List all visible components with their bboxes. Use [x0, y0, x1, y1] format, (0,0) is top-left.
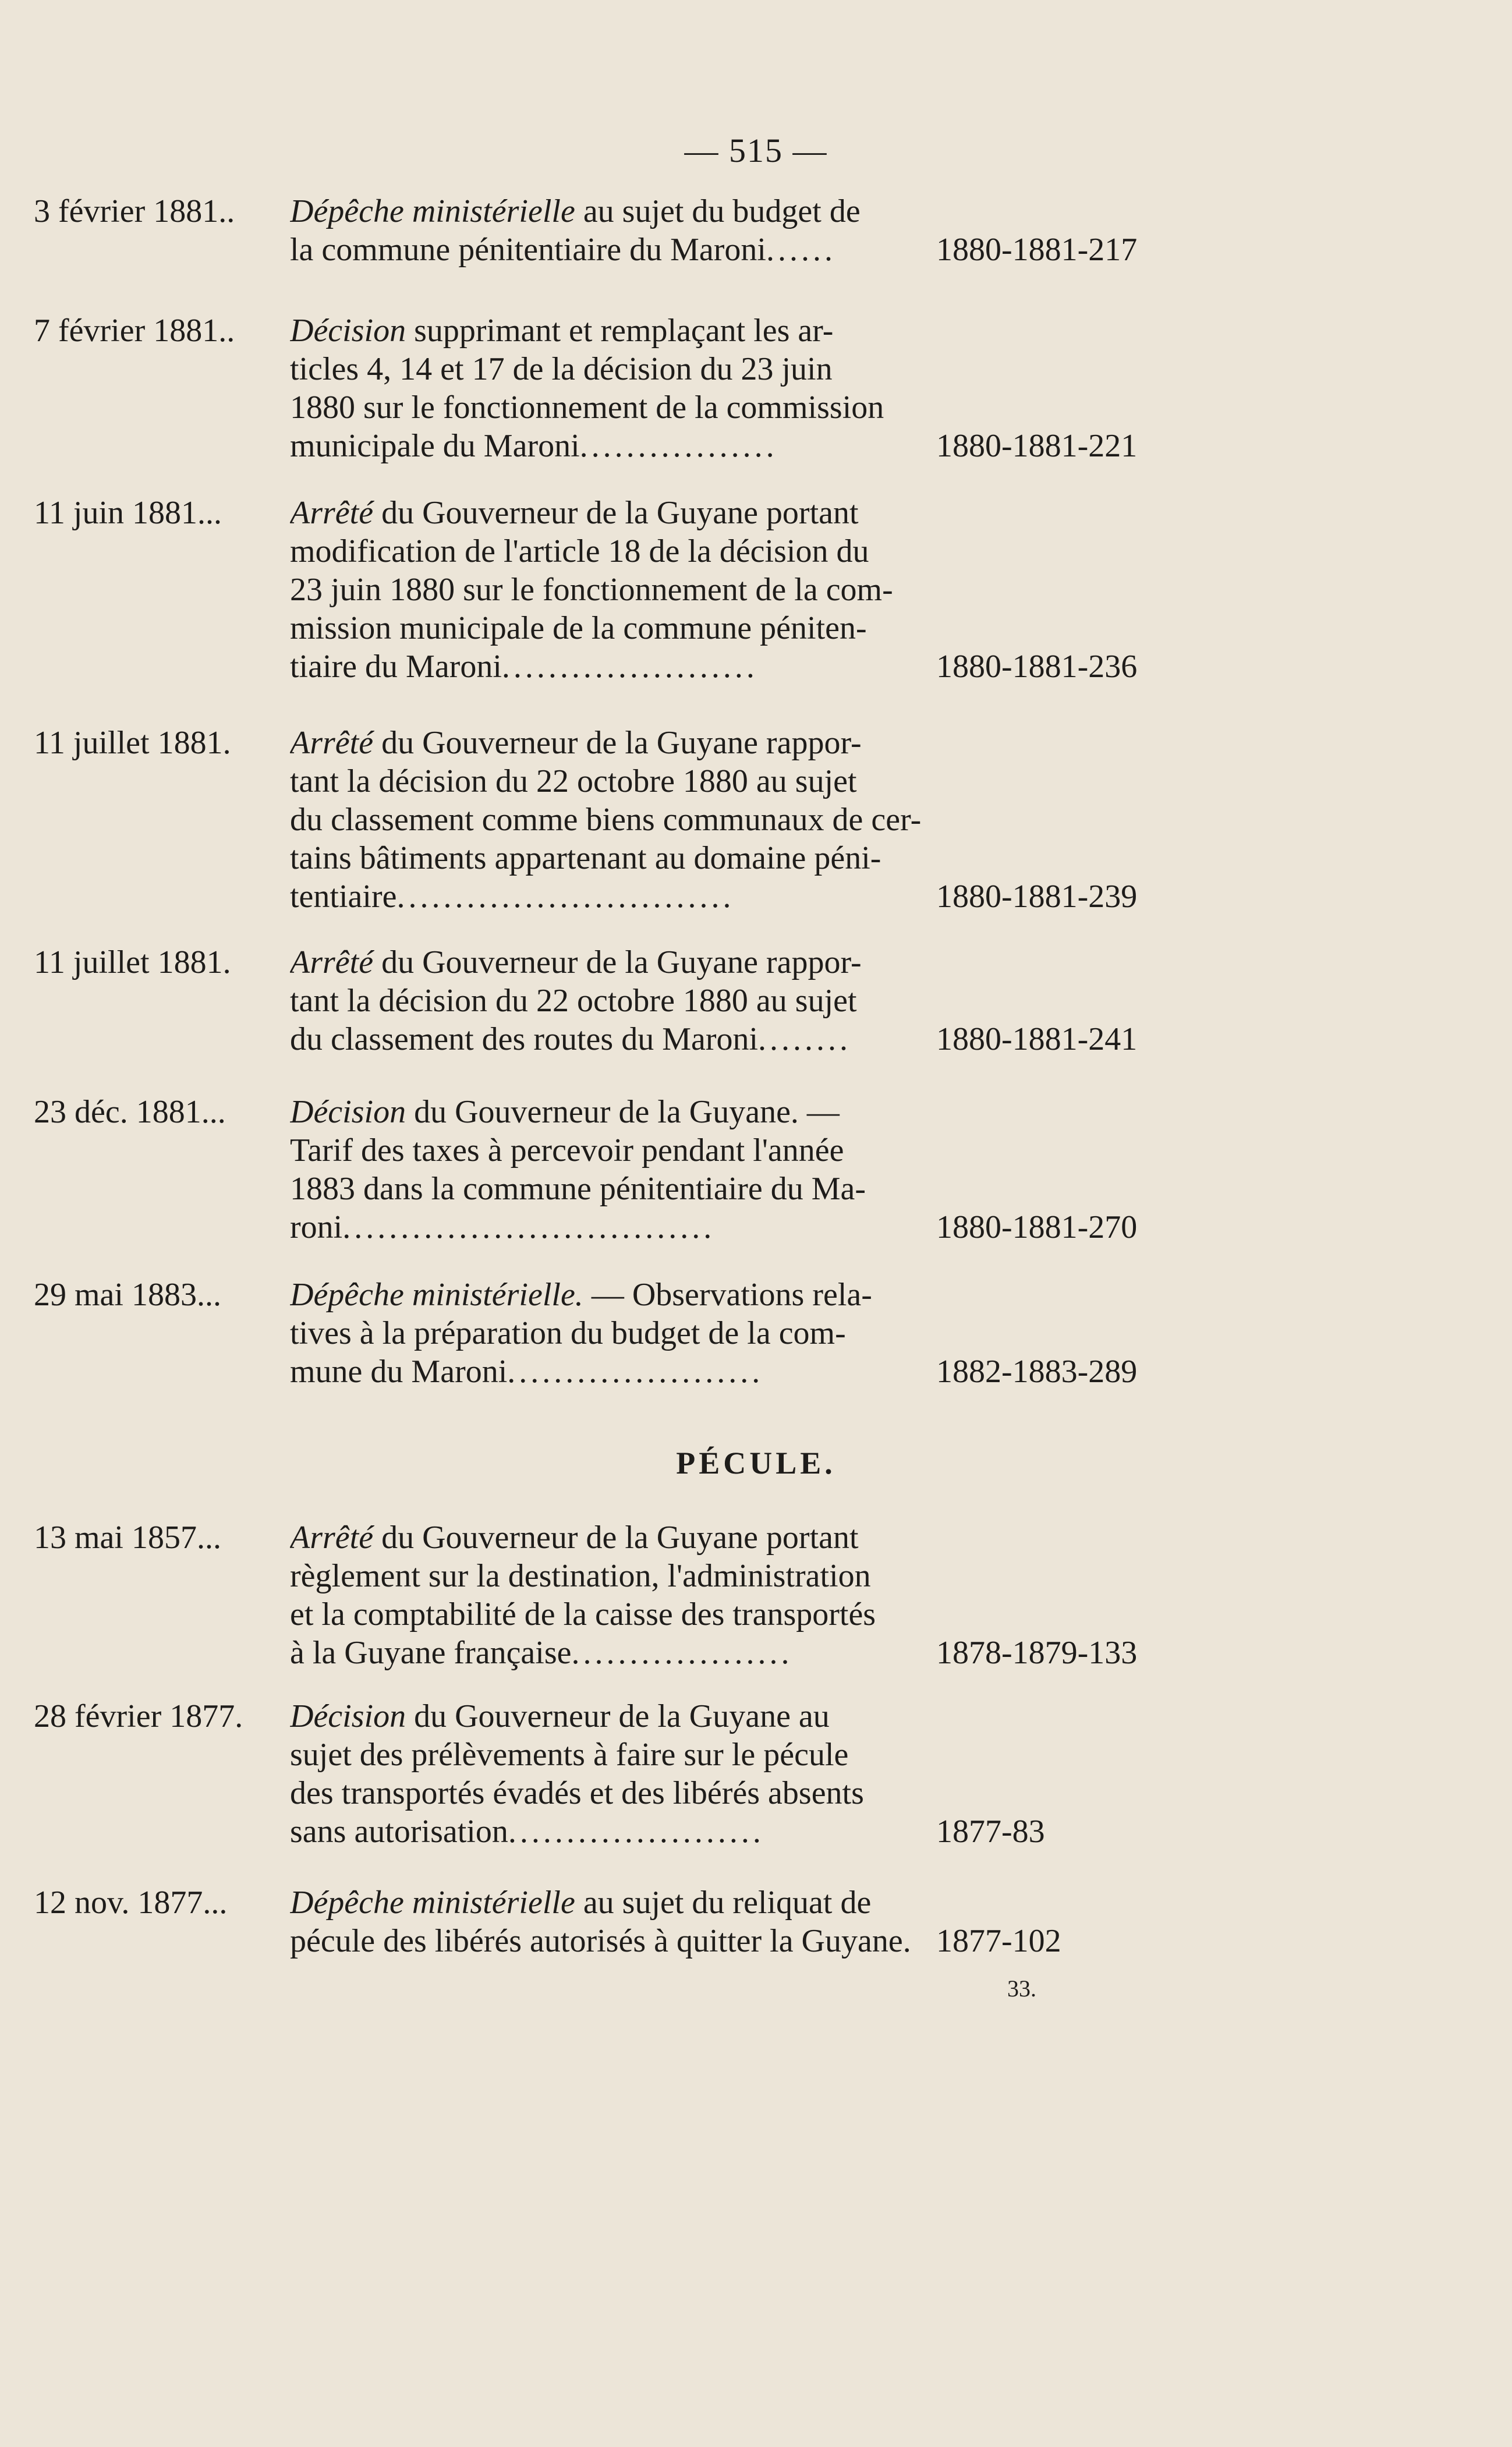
entry-date: 12 nov. 1877... — [34, 1885, 228, 1921]
entry-reference: 1880-1881-236 — [936, 649, 1138, 685]
entry-line: et la comptabilité de la caisse des transportés — [290, 1596, 876, 1632]
entry-text — [290, 1883, 925, 1960]
leader-dots: ................. — [579, 428, 778, 464]
page-number: — 515 — — [684, 132, 828, 169]
entry-date: 28 février 1877. — [34, 1698, 243, 1734]
entry-line: tant la décision du 22 octobre 1880 au sujet — [290, 983, 857, 1019]
entry-line: sans autorisation — [290, 1814, 508, 1850]
leader-dots: ........ — [758, 1021, 852, 1057]
entry-date: 29 mai 1883... — [34, 1277, 221, 1313]
entry-line: tives à la préparation du budget de la com- — [290, 1315, 846, 1351]
entry-line: mission municipale de la commune péniten- — [290, 610, 867, 646]
entry-line: 23 juin 1880 sur le fonctionnement de la com- — [290, 572, 893, 608]
entry-line: tiaire du Maroni — [290, 649, 502, 685]
entry-line: sujet des prélèvements à faire sur le pécule — [290, 1737, 849, 1773]
entry-date: 11 juillet 1881. — [34, 944, 231, 980]
entry-line: au sujet du budget de — [583, 193, 861, 229]
entry-line: du Gouverneur de la Guyane rappor- — [381, 944, 862, 980]
entry-line: ticles 4, 14 et 17 de la décision du 23 juin — [290, 351, 833, 387]
entry-date: 7 février 1881.. — [34, 313, 235, 349]
leader-dots: ................... — [571, 1635, 793, 1671]
entry-line: du Gouverneur de la Guyane au — [414, 1698, 830, 1734]
leader-dots: ...... — [766, 232, 836, 268]
signature-mark: 33. — [1007, 1975, 1036, 2002]
entry-line: règlement sur la destination, l'administration — [290, 1558, 871, 1594]
entry-line: du classement des routes du Maroni — [290, 1021, 759, 1057]
leader-dots: ...................... — [501, 649, 758, 685]
entry-lead: Décision — [290, 1094, 406, 1130]
entry-reference: 1880-1881-270 — [936, 1209, 1138, 1245]
entry-lead: Dépêche ministérielle. — [290, 1277, 583, 1313]
entry-date: 3 février 1881.. — [34, 193, 235, 229]
entry-line: du Gouverneur de la Guyane portant — [381, 1520, 859, 1556]
entry-line: pécule des libérés autorisés à quitter la Guyane. — [290, 1923, 911, 1959]
entry-reference: 1880-1881-221 — [936, 428, 1138, 464]
entry-date: 11 juin 1881... — [34, 495, 222, 531]
entry-line: mune du Maroni — [290, 1354, 508, 1390]
entry-line: du classement comme biens communaux de cer- — [290, 802, 922, 838]
entry-line: du Gouverneur de la Guyane rappor- — [381, 725, 862, 761]
entry-lead: Dépêche ministérielle — [290, 1885, 575, 1921]
entry-lead: Arrêté — [290, 725, 374, 761]
entry-line: à la Guyane française — [290, 1635, 572, 1671]
entry-text — [290, 494, 925, 686]
leader-dots: ...................... — [508, 1814, 764, 1850]
entry-lead: Arrêté — [290, 944, 374, 980]
entry-lead: Arrêté — [290, 495, 374, 531]
entry-line: des transportés évadés et des libérés absents — [290, 1775, 864, 1811]
entry-lead: Dépêche ministérielle — [290, 193, 575, 229]
entry-line: tains bâtiments appartenant au domaine péni- — [290, 840, 881, 876]
entry-date: 23 déc. 1881... — [34, 1094, 226, 1130]
entry-text — [290, 1518, 925, 1672]
entry-line: du Gouverneur de la Guyane portant — [381, 495, 859, 531]
entry-line: du Gouverneur de la Guyane. — — [414, 1094, 840, 1130]
entry-text — [290, 1697, 925, 1851]
entry-line: municipale du Maroni — [290, 428, 580, 464]
entry-line: au sujet du reliquat de — [583, 1885, 872, 1921]
entry-reference: 1878-1879-133 — [936, 1635, 1138, 1671]
entry-lead: Arrêté — [290, 1520, 374, 1556]
entry-date: 13 mai 1857... — [34, 1520, 221, 1556]
entry-text — [290, 192, 925, 269]
entry-line: Tarif des taxes à percevoir pendant l'année — [290, 1132, 844, 1168]
entry-reference: 1877-83 — [936, 1814, 1045, 1850]
entry-line: modification de l'article 18 de la décision du — [290, 533, 869, 569]
section-heading: PÉCULE. — [676, 1446, 836, 1481]
entry-lead: Décision — [290, 1698, 406, 1734]
entry-text — [290, 943, 925, 1058]
entry-lead: Décision — [290, 313, 406, 349]
leader-dots: ................................ — [342, 1209, 716, 1245]
entry-reference: 1880-1881-239 — [936, 879, 1138, 915]
entry-line: 1880 sur le fonctionnement de la commission — [290, 389, 884, 426]
leader-dots: ...................... — [507, 1354, 764, 1390]
entry-line: tant la décision du 22 octobre 1880 au sujet — [290, 763, 857, 799]
entry-reference: 1877-102 — [936, 1923, 1061, 1959]
entry-reference: 1880-1881-241 — [936, 1021, 1138, 1057]
entry-line: roni — [290, 1209, 343, 1245]
entry-text — [290, 1093, 925, 1246]
entry-line: supprimant et remplaçant les ar- — [414, 313, 834, 349]
entry-text — [290, 724, 925, 916]
entry-line: la commune pénitentiaire du Maroni — [290, 232, 766, 268]
entry-text — [290, 1276, 925, 1391]
entry-line: — Observations rela- — [591, 1277, 872, 1313]
entry-reference: 1880-1881-217 — [936, 232, 1138, 268]
entry-text — [290, 311, 925, 465]
leader-dots: ............................. — [396, 879, 735, 915]
entry-reference: 1882-1883-289 — [936, 1354, 1138, 1390]
entry-date: 11 juillet 1881. — [34, 725, 231, 761]
entry-line: tentiaire — [290, 879, 397, 915]
entry-line: 1883 dans la commune pénitentiaire du Ma- — [290, 1171, 866, 1207]
